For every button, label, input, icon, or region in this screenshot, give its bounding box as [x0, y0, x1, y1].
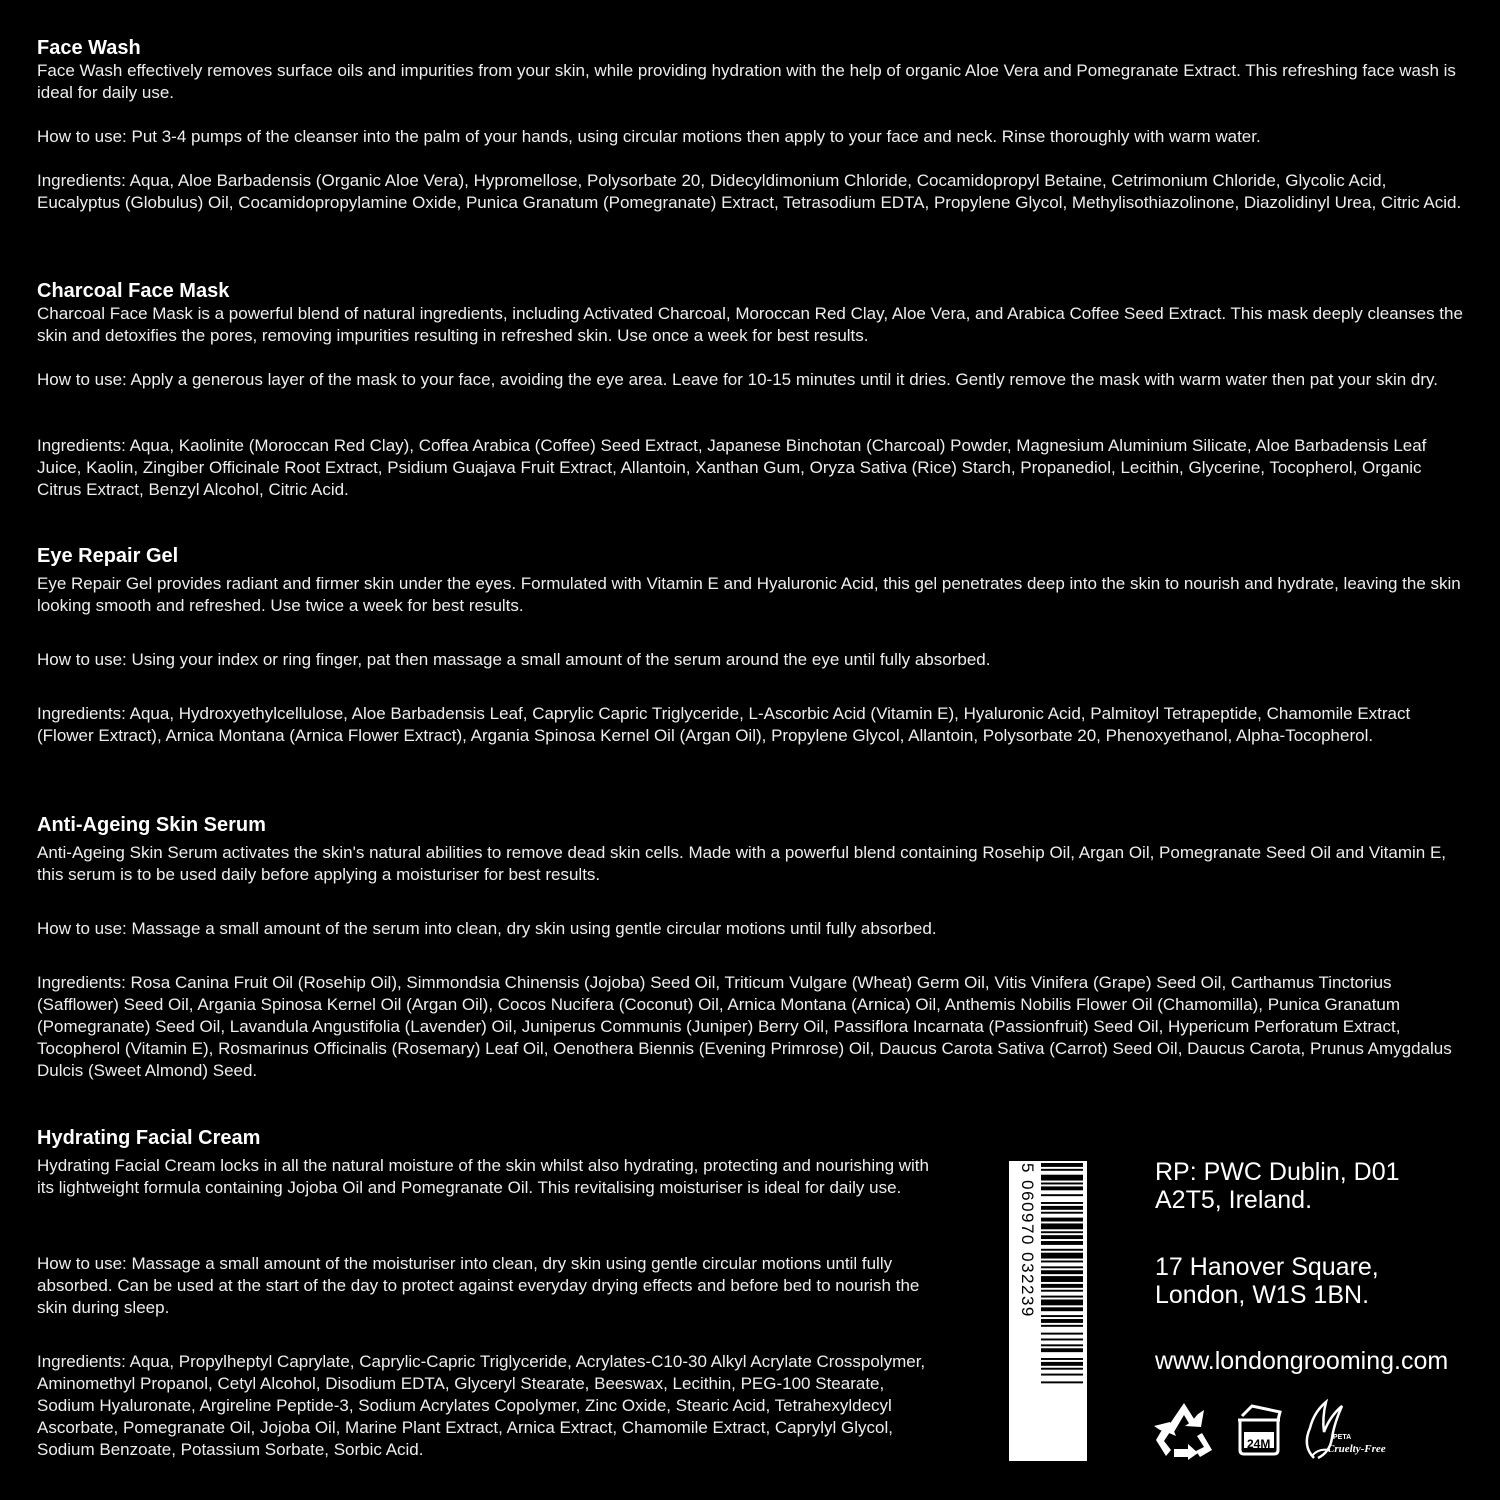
barcode-bar	[1041, 1194, 1083, 1196]
barcode-bar	[1041, 1296, 1083, 1298]
section-title: Anti-Ageing Skin Serum	[37, 814, 266, 836]
section-how-to-use: How to use: Massage a small amount of the serum into clean, dry skin using gentle circular motions until fully absorbed.	[37, 919, 937, 938]
section-ingredients: Ingredients: Aqua, Propylheptyl Caprylate, Caprylic-Capric Triglyceride, Acrylates-C10-30 Alkyl Acrylate Crosspolymer, Aminomethyl Propanol, Cetyl Alcohol, Disodium EDTA, Glyceryl Stearate, Beeswax, Lecithin, PEG-100 Stearate, Sodium Hyaluronate, Argireline Peptide-3, Sodium Acrylates Copolymer, Zinc Oxide, Stearic Acid, Tetrahexyldecyl Ascorbate, Pomegranate Oil, Jojoba Oil, Marine Plant Extract, Arnica Extract, Chamomile Extract, Caprylyl Glycol, Sodium Benzoate, Potassium Sorbate, Sorbic Acid.	[37, 1352, 926, 1459]
rp-line-1: RP: PWC Dublin, D01	[1155, 1158, 1400, 1186]
barcode-bar	[1041, 1339, 1083, 1341]
address-line-2: London, W1S 1BN.	[1155, 1281, 1370, 1309]
barcode-bar	[1041, 1358, 1083, 1360]
barcode-bar	[1041, 1362, 1083, 1366]
barcode-bar	[1041, 1284, 1083, 1288]
barcode-bar	[1041, 1344, 1083, 1346]
cruelty-free-label: Cruelty-Free	[1327, 1443, 1386, 1455]
barcode-bar	[1041, 1223, 1083, 1229]
section-description: Hydrating Facial Cream locks in all the natural moisture of the skin whilst also hydrating, protecting and nourishing with its lightweight formula containing Jojoba Oil and Pomegranate Oil. This revitalising moisturiser is ideal for daily use.	[37, 1156, 929, 1197]
section-description: Anti-Ageing Skin Serum activates the skin's natural abilities to remove dead skin cells. Made with a powerful blend containing Rosehip Oil, Argan Oil, Pomegranate Seed Oil and Vitamin E, this serum is to be used daily before applying a moisturiser for best results.	[37, 843, 1447, 884]
barcode-bar	[1041, 1249, 1083, 1251]
pao-label: 24M	[1247, 1437, 1271, 1451]
barcode-bar	[1041, 1163, 1083, 1167]
barcode-bar	[1041, 1276, 1083, 1282]
barcode-bar	[1041, 1319, 1083, 1323]
barcode-bar	[1041, 1315, 1083, 1317]
rp-line-2: A2T5, Ireland.	[1155, 1186, 1313, 1214]
barcode-bars	[1041, 1163, 1083, 1459]
section-how-to-use: How to use: Apply a generous layer of the mask to your face, avoiding the eye area. Leave for 10-15 minutes until it dries. Gently remove the mask with warm water then pat your skin dry.	[37, 370, 1438, 389]
barcode-bar	[1041, 1270, 1083, 1274]
barcode-bar	[1041, 1325, 1083, 1327]
barcode-bar	[1041, 1333, 1083, 1335]
recycle-icon	[1152, 1400, 1216, 1460]
barcode-digits: 5 060970 032239	[1018, 1163, 1037, 1318]
barcode-bar	[1041, 1186, 1083, 1190]
section-description: Face Wash effectively removes surface oils and impurities from your skin, while providing hydration with the help of organic Aloe Vera and Pomegranate Extract. This refreshing face wash is ideal for daily use.	[37, 61, 1456, 102]
barcode-bar	[1041, 1241, 1083, 1245]
section-ingredients: Ingredients: Rosa Canina Fruit Oil (Rosehip Oil), Simmondsia Chinensis (Jojoba) Seed Oil, Triticum Vulgare (Wheat) Germ Oil, Vitis Vinifera (Grape) Seed Oil, Carthamus Tinctorius (Safflower) Seed Oil, Argania Spinosa Kernel Oil (Argan Oil), Cocos Nucifera (Coconut) Oil, Arnica Montana (Arnica) Oil, Anthemis Nobilis Flower Oil (Chamomilla), Punica Granatum (Pomegranate) Seed Oil, Lavandula Angustifolia (Lavender) Oil, Juniperus Communis (Juniper) Berry Oil, Passiflora Incarnata (Passionfruit) Seed Oil, Hypericum Perforatum Extract, Tocopherol (Vitamin E), Rosmarinus Officinalis (Rosemary) Leaf Oil, Oenothera Biennis (Evening Primrose) Oil, Daucus Carota Sativa (Carrot) Seed Oil, Daucus Carota, Prunus Amygdalus Dulcis (Sweet Almond) Seed.	[37, 973, 1452, 1080]
address-line-1: 17 Hanover Square,	[1155, 1253, 1379, 1281]
barcode-bar	[1041, 1169, 1083, 1171]
section-ingredients: Ingredients: Aqua, Hydroxyethylcellulose, Aloe Barbadensis Leaf, Caprylic Capric Triglyceride, L-Ascorbic Acid (Vitamin E), Hyaluronic Acid, Palmitoyl Tetrapeptide, Chamomile Extract (Flower Extract), Arnica Montana (Arnica Flower Extract), Argania Spinosa Kernel Oil (Argan Oil), Propylene Glycol, Allantoin, Polysorbate 20, Phenoxyethanol, Alpha-Tocopherol.	[37, 704, 1411, 745]
peta-label: PETA	[1333, 1434, 1352, 1441]
barcode-bar	[1041, 1368, 1083, 1370]
section-title: Face Wash	[37, 37, 141, 59]
barcode-bar	[1041, 1266, 1083, 1268]
section-title: Eye Repair Gel	[37, 545, 179, 567]
barcode-bar	[1041, 1300, 1083, 1306]
barcode-bar	[1041, 1348, 1083, 1352]
barcode-bar	[1041, 1231, 1083, 1233]
barcode-bar	[1041, 1374, 1083, 1376]
section-how-to-use: How to use: Put 3-4 pumps of the cleanser into the palm of your hands, using circular motions then apply to your face and neck. Rinse thoroughly with warm water.	[37, 127, 1261, 146]
section-title: Charcoal Face Mask	[37, 280, 230, 302]
barcode-bar	[1041, 1206, 1083, 1210]
barcode-bar	[1041, 1235, 1083, 1239]
barcode-bar	[1041, 1218, 1083, 1222]
section-how-to-use: How to use: Using your index or ring finger, pat then massage a small amount of the serum around the eye until fully absorbed.	[37, 650, 991, 669]
barcode-bar	[1041, 1290, 1083, 1292]
section-description: Eye Repair Gel provides radiant and firmer skin under the eyes. Formulated with Vitamin E and Hyaluronic Acid, this gel penetrates deep into the skin to nourish and hydrate, leaving the skin looking smooth and refreshed. Use twice a week for best results.	[37, 574, 1461, 615]
barcode-bar	[1041, 1253, 1083, 1259]
barcode-bar	[1041, 1183, 1083, 1185]
section-how-to-use: How to use: Massage a small amount of the moisturiser into clean, dry skin using gentle circular motions until fully absorbed. Can be used at the start of the day to protect against everyday drying effects and before bed to nourish the skin during sleep.	[37, 1254, 920, 1317]
barcode-bar	[1041, 1175, 1083, 1181]
barcode-bar	[1041, 1307, 1083, 1311]
section-ingredients: Ingredients: Aqua, Aloe Barbadensis (Organic Aloe Vera), Hypromellose, Polysorbate 20, Didecyldimonium Chloride, Cocamidopropyl Betaine, Cetrimonium Chloride, Glycolic Acid, Eucalyptus (Globulus) Oil, Cocamidopropylamine Oxide, Punica Granatum (Pomegranate) Extract, Tetrasodium EDTA, Propylene Glycol, Methylisothiazolinone, Diazolidinyl Urea, Citric Acid.	[37, 171, 1462, 212]
section-title: Hydrating Facial Cream	[37, 1127, 261, 1149]
barcode-bar	[1041, 1202, 1083, 1204]
section-description: Charcoal Face Mask is a powerful blend of natural ingredients, including Activated Charcoal, Moroccan Red Clay, Aloe Vera, and Arabica Coffee Seed Extract. This mask deeply cleanses the skin and detoxifies the pores, removing impurities resulting in refreshed skin. Use once a week for best results.	[37, 304, 1463, 345]
barcode-bar	[1041, 1381, 1083, 1383]
barcode-bar	[1041, 1261, 1083, 1263]
barcode-bar	[1041, 1212, 1083, 1214]
section-ingredients: Ingredients: Aqua, Kaolinite (Moroccan Red Clay), Coffea Arabica (Coffee) Seed Extract, Japanese Binchotan (Charcoal) Powder, Magnesium Aluminium Silicate, Aloe Barbadensis Leaf Juice, Kaolin, Zingiber Officinale Root Extract, Psidium Guajava Fruit Extract, Allantoin, Xanthan Gum, Oryza Sativa (Rice) Starch, Propanediol, Lecithin, Glycerine, Tocopherol, Organic Citrus Extract, Benzyl Alcohol, Citric Acid.	[37, 436, 1427, 499]
website: www.londongrooming.com	[1155, 1347, 1449, 1375]
